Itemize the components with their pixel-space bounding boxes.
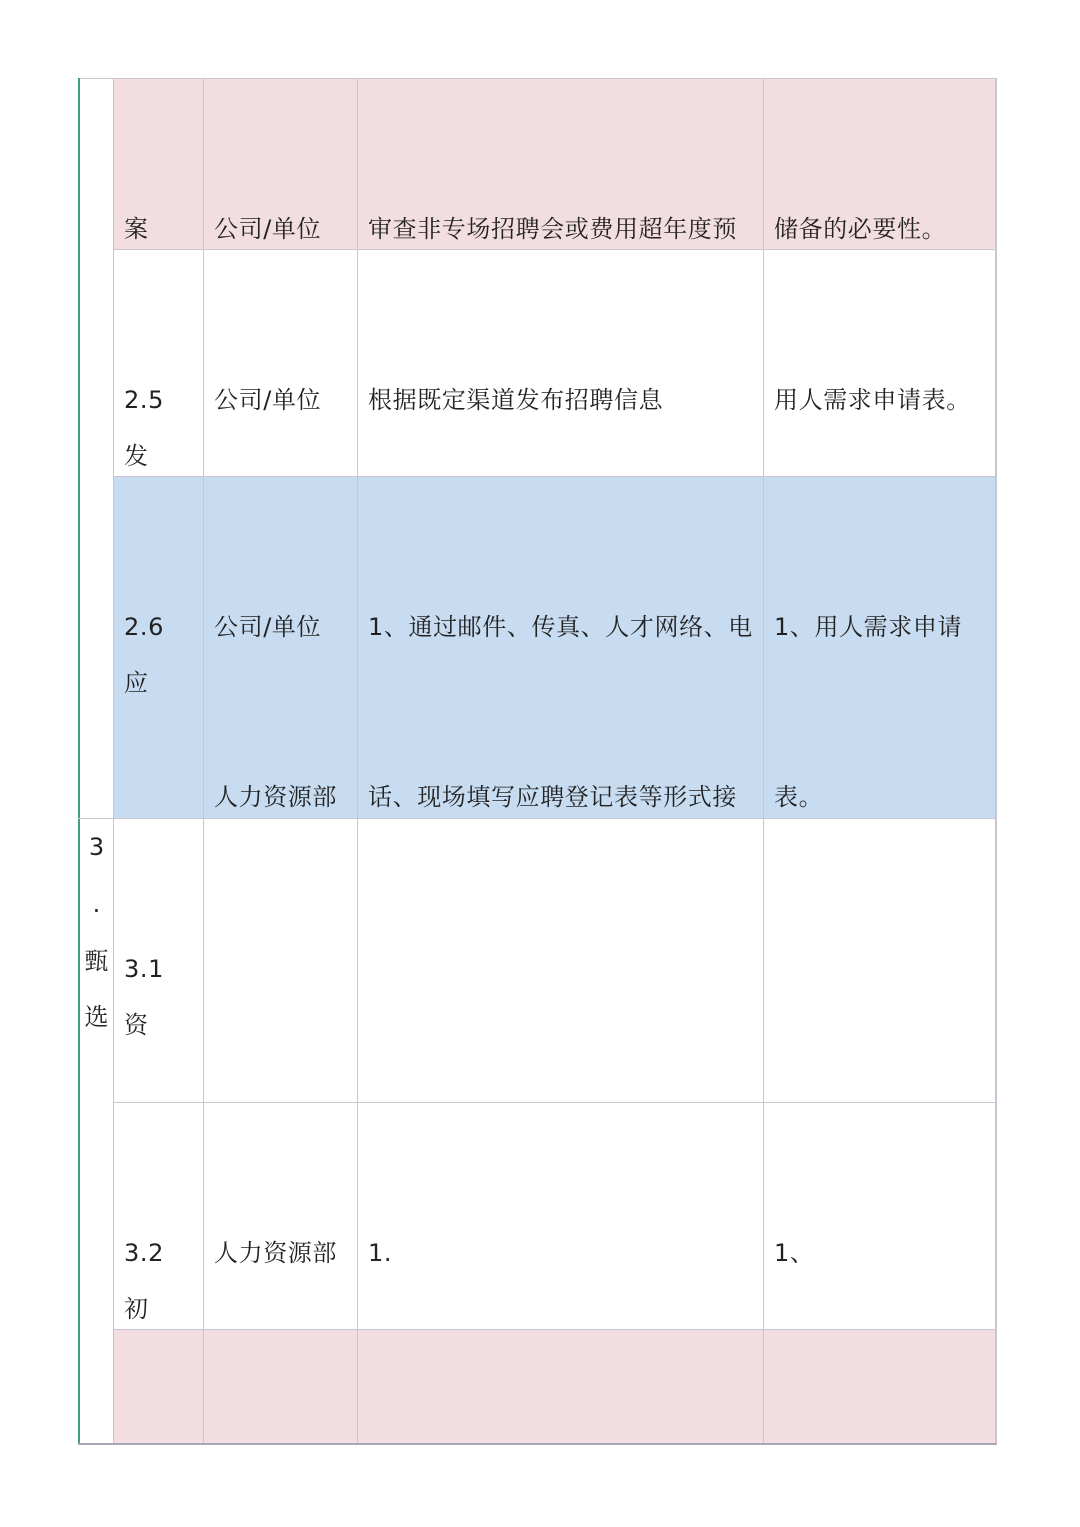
stage-3-label-line: 选 bbox=[84, 1003, 109, 1032]
row-5-content bbox=[358, 1330, 764, 1444]
row-2-owner bbox=[204, 477, 358, 819]
content-line: 话、现场填写应聘登记表等形式接 bbox=[368, 782, 737, 811]
owner-line: 公司/单位 bbox=[214, 214, 322, 243]
owner-line: 人力资源部 bbox=[214, 1238, 337, 1267]
row-0-owner bbox=[204, 79, 358, 250]
row-2-step bbox=[114, 477, 204, 819]
docs-line: 表。 bbox=[774, 782, 824, 811]
stage-3-label-line: 3 bbox=[88, 833, 105, 861]
step-line: 2.6 应 bbox=[124, 612, 173, 698]
row-1-content bbox=[358, 250, 764, 477]
table-bottom-border bbox=[78, 1443, 997, 1445]
docs-line: 1、 bbox=[774, 1238, 815, 1267]
row-4-step bbox=[114, 1103, 204, 1330]
row-4-owner bbox=[204, 1103, 358, 1330]
row-5-docs bbox=[764, 1330, 996, 1444]
stage-3-label bbox=[80, 819, 113, 1046]
step-line: 3.1 资 bbox=[124, 954, 173, 1040]
stage-3-label-line: . bbox=[92, 889, 101, 918]
row-3-step bbox=[114, 819, 204, 1103]
docs-line: 用人需求申请表。 bbox=[774, 385, 971, 414]
table-right-border bbox=[996, 78, 997, 1444]
row-4-content bbox=[358, 1103, 764, 1330]
content-line: 1. bbox=[368, 1238, 393, 1267]
row-5-owner bbox=[204, 1330, 358, 1444]
row-1-step bbox=[114, 250, 204, 477]
row-2-docs bbox=[764, 477, 996, 819]
row-0-content bbox=[358, 79, 764, 250]
row-3-owner bbox=[204, 819, 358, 1103]
step-line: 3.2 初 bbox=[124, 1238, 173, 1324]
content-line: 根据既定渠道发布招聘信息 bbox=[368, 385, 664, 414]
row-4-docs bbox=[764, 1103, 996, 1330]
docs-line: 储备的必要性。 bbox=[774, 214, 947, 243]
step-line: 案 bbox=[124, 214, 149, 243]
owner-line: 人力资源部 bbox=[214, 782, 337, 811]
docs-line: 1、用人需求申请 bbox=[774, 612, 963, 641]
step-line: 2.5 发 bbox=[124, 385, 173, 471]
row-3-content bbox=[358, 819, 764, 1103]
row-1-docs bbox=[764, 250, 996, 477]
owner-line: 公司/单位 bbox=[214, 385, 322, 414]
content-line: 1、通过邮件、传真、人才网络、电 bbox=[368, 612, 753, 641]
row-5-step bbox=[114, 1330, 204, 1444]
row-0-step bbox=[114, 79, 204, 250]
row-3-docs bbox=[764, 819, 996, 1103]
row-1-owner bbox=[204, 250, 358, 477]
owner-line: 公司/单位 bbox=[214, 612, 322, 641]
row-0-docs bbox=[764, 79, 996, 250]
row-2-content bbox=[358, 477, 764, 819]
content-line: 审查非专场招聘会或费用超年度预 bbox=[368, 214, 737, 243]
stage-3-label-line: 甄 bbox=[84, 946, 109, 975]
stage-column-left-rule bbox=[78, 78, 80, 1444]
